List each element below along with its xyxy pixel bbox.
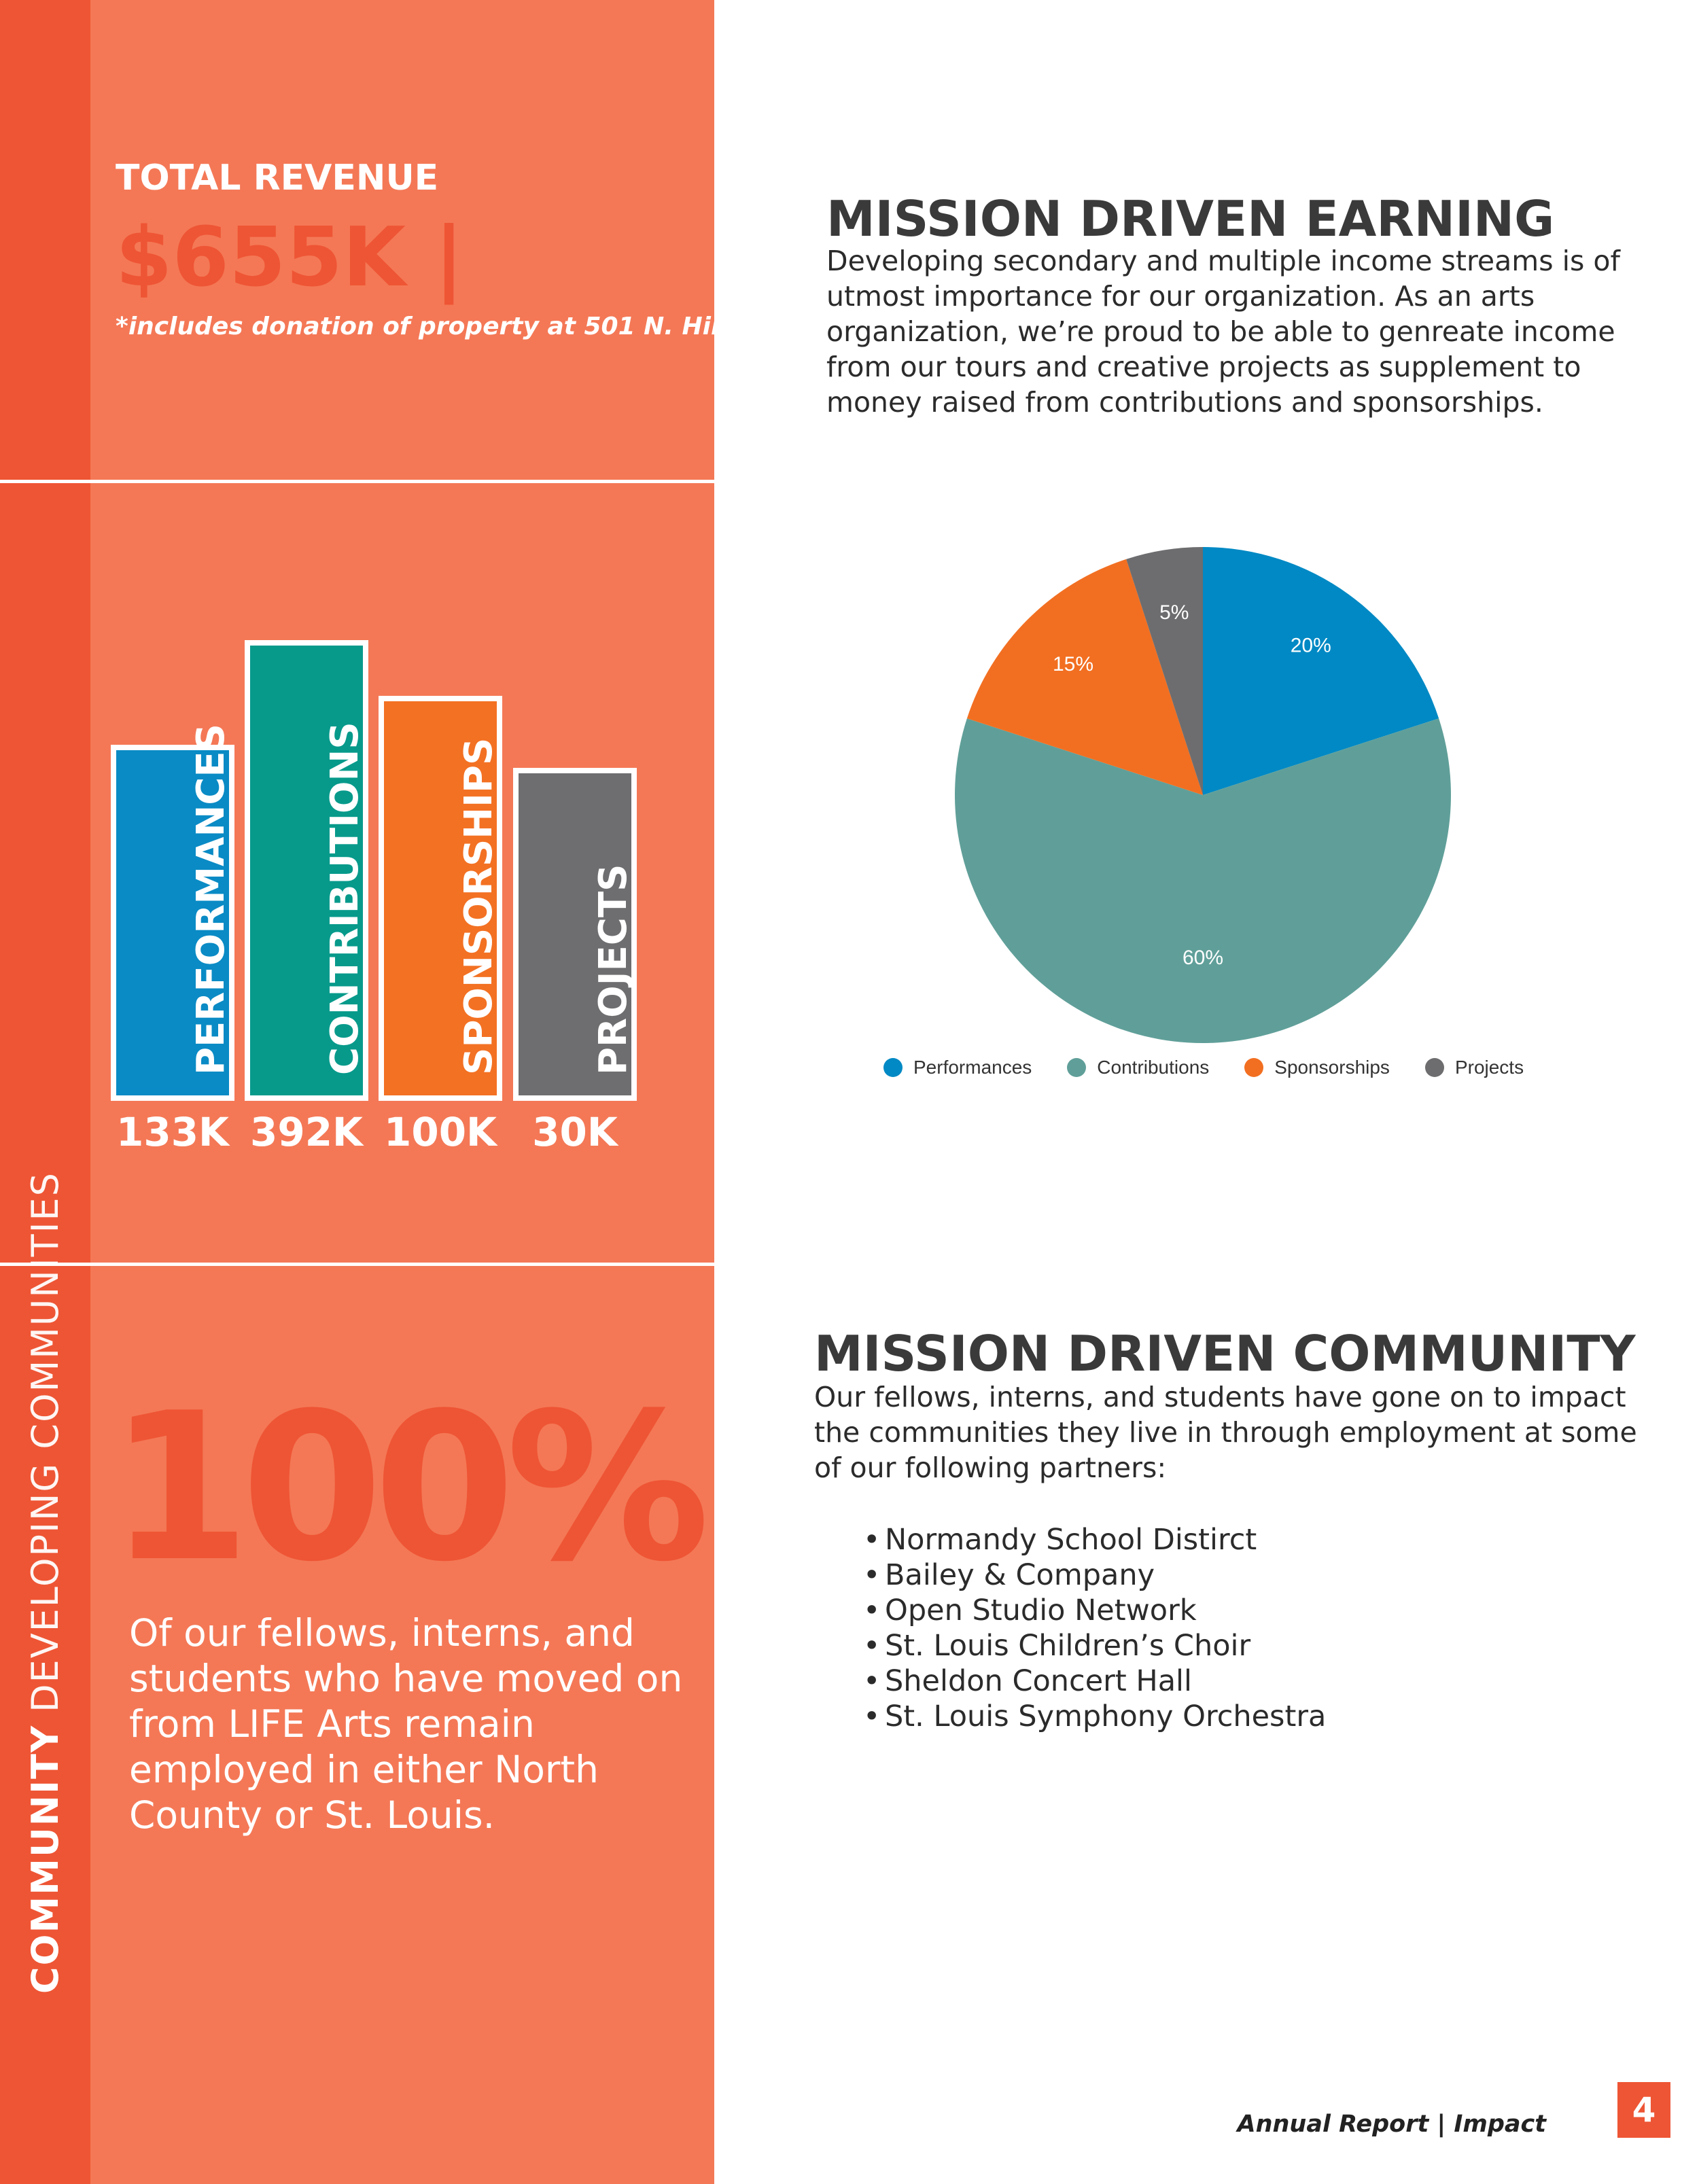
partners-list — [863, 1522, 1326, 1734]
pie-label-performances: 20% — [1290, 634, 1331, 657]
revenue-note: *includes donation of property at 501 N. Hills Dr. — [116, 313, 789, 340]
legend-label-performances: Performances — [913, 1057, 1032, 1078]
list-item: • Bailey & Company — [863, 1557, 1326, 1593]
bar-sponsorships — [379, 696, 502, 1101]
pie-label-sponsorships: 15% — [1052, 652, 1094, 675]
revenue-value: $655K | — [116, 211, 464, 305]
list-item: • Normandy School Distirct — [863, 1522, 1326, 1557]
sidebar-label-light: DEVELOPING COMMUNITIES — [24, 1172, 67, 1712]
page-number: 4 — [1617, 2082, 1670, 2138]
list-item: • Sheldon Concert Hall — [863, 1663, 1326, 1699]
community-title: MISSION DRIVEN COMMUNITY — [814, 1325, 1636, 1382]
sidebar-section-label — [0, 0, 90, 2184]
earning-title: MISSION DRIVEN EARNING — [826, 190, 1555, 247]
bar-label-sponsorships: SPONSORSHIPS — [457, 737, 501, 1075]
panel-divider-bottom — [0, 1263, 714, 1266]
revenue-pie-chart — [938, 530, 1468, 1060]
panel-divider-top — [0, 480, 714, 483]
list-item: • St. Louis Symphony Orchestra — [863, 1699, 1326, 1734]
community-text: Our fellows, interns, and students have gone on to impact the communities they live in through employment at some of our following partners: — [814, 1381, 1637, 1484]
bar-value-performances: 133K — [116, 1109, 229, 1155]
legend-dot-projects — [1425, 1058, 1444, 1077]
bar-value-contributions: 392K — [249, 1109, 363, 1155]
bar-projects — [513, 768, 637, 1101]
list-item: • St. Louis Children’s Choir — [863, 1628, 1326, 1663]
stat-description: Of our fellows, interns, and students who have moved on from LIFE Arts remain employed in either North County or St. Louis. — [129, 1611, 683, 1837]
pie-label-contributions: 60% — [1182, 946, 1224, 969]
legend-label-contributions: Contributions — [1097, 1057, 1210, 1078]
bar-label-performances: PERFORMANCES — [189, 723, 233, 1075]
stat-value: 100% — [109, 1369, 701, 1606]
footer-text: Annual Report | Impact — [1237, 2111, 1546, 2138]
legend-item-projects — [1425, 1057, 1524, 1078]
legend-item-contributions — [1067, 1057, 1209, 1078]
legend-dot-sponsorships — [1244, 1058, 1263, 1077]
revenue-title: TOTAL REVENUE — [116, 158, 439, 198]
pie-label-projects: 5% — [1159, 601, 1189, 624]
bar-performances — [111, 723, 234, 1101]
legend-dot-performances — [883, 1058, 903, 1077]
bar-value-projects: 30K — [532, 1109, 618, 1155]
legend-label-sponsorships: Sponsorships — [1274, 1057, 1390, 1078]
sidebar-label-bold: COMMUNITY — [24, 1724, 67, 1994]
earning-text: Developing secondary and multiple income streams is of utmost importance for our organization. As an arts organization, we’re proud to be able to genreate income from our tours and creative projects as supplement to money raised from contributions and sponsorships. — [826, 245, 1620, 419]
legend-dot-contributions — [1067, 1058, 1086, 1077]
legend-item-sponsorships — [1244, 1057, 1390, 1078]
bar-value-sponsorships: 100K — [383, 1109, 497, 1155]
bar-contributions — [245, 640, 368, 1101]
legend-label-projects: Projects — [1454, 1057, 1524, 1078]
pie-legend — [883, 1057, 1524, 1078]
legend-item-performances — [883, 1057, 1032, 1078]
bar-label-projects: PROJECTS — [591, 864, 635, 1075]
bar-label-contributions: CONTRIBUTIONS — [323, 722, 367, 1075]
list-item: • Open Studio Network — [863, 1593, 1326, 1628]
